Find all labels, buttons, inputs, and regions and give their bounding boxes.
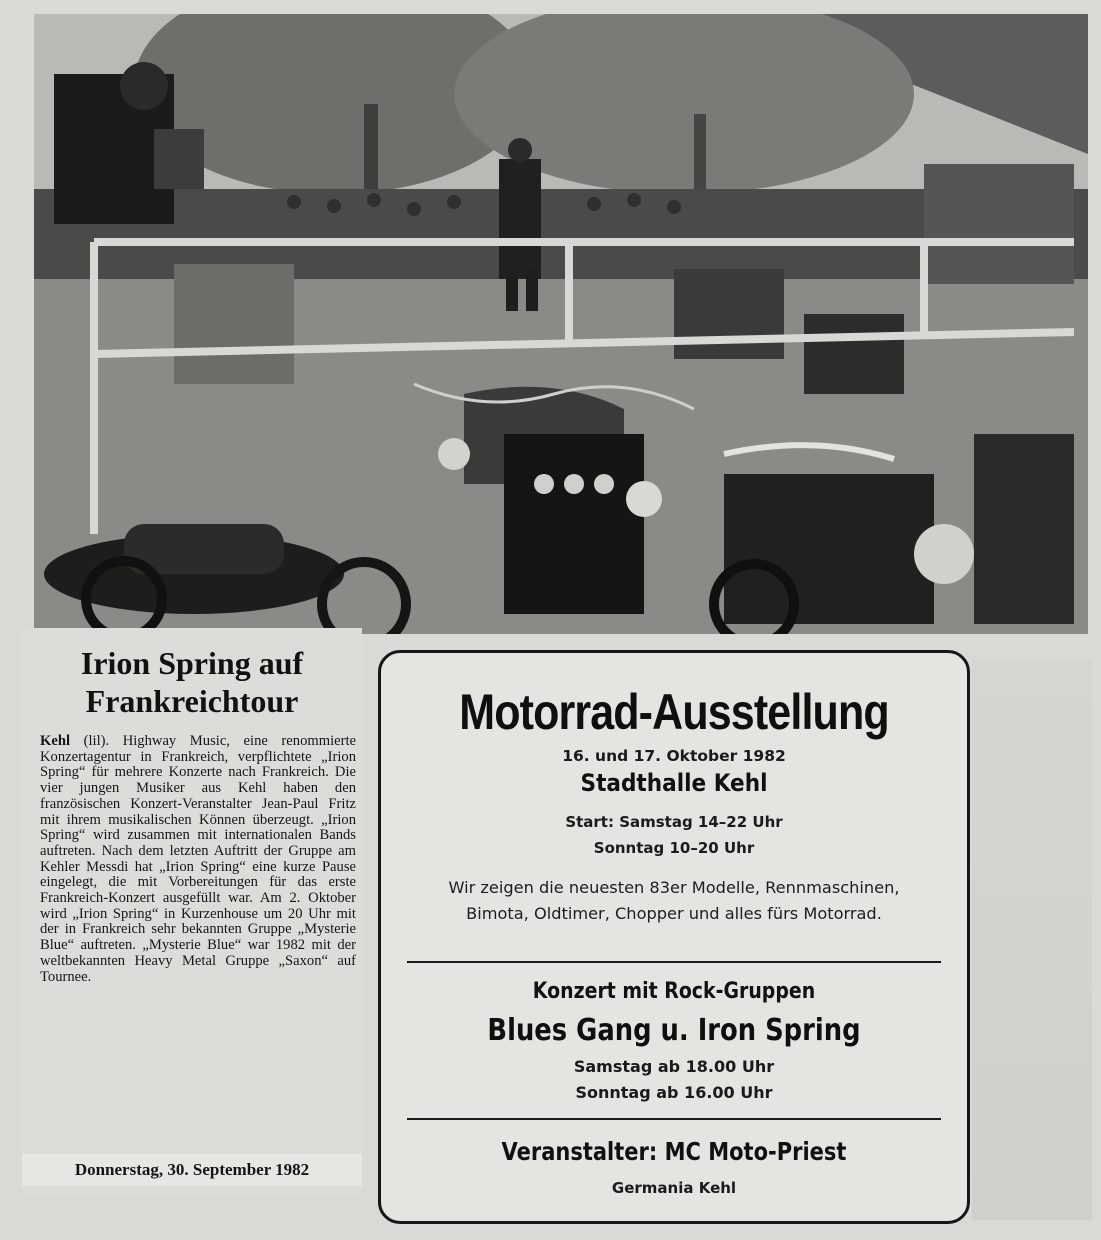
headline-line-1: Irion Spring auf [80,645,304,681]
concert-photo [34,14,1088,634]
divider [407,1118,941,1120]
ad-title: Motorrad-Ausstellung [459,684,889,740]
ad-bands: Blues Gang u. Iron Spring [487,1013,861,1048]
guitarist [499,159,541,279]
photo-illustration [34,14,1088,634]
article-body [40,734,356,985]
ad-opening-hours-sunday: Sonntag 10–20 Uhr [593,839,755,857]
ad-dates: 16. und 17. Oktober 1982 [562,747,786,765]
ad-concert-time-sunday: Sonntag ab 16.00 Uhr [575,1083,773,1102]
background-page-bleed [972,660,1092,1220]
divider [407,961,941,963]
ad-description: Wir zeigen die neuesten 83er Modelle, Rennmaschinen, Bimota, Oldtimer, Chopper und alles fürs Motorrad. [448,878,900,923]
publication-date: Donnerstag, 30. September 1982 [22,1154,362,1186]
ad-club: Germania Kehl [611,1179,737,1197]
amplifier [674,269,784,359]
article-byline: Kehl [40,733,70,749]
article-text: (lil). Highway Music, eine renommierte Konzertagentur in Frankreich, verpflichtete „Irion Spring“ für mehrere Konzerte nach Frankreich. Die vier jungen Musiker aus Kehl haben den französischen Konzert-Veranstalter Jean-Paul Fritz mit ihrem musikalischen Können überzeugt. „Irion Spring“ wird zusammen mit internationalen Bands auftreten. Nach dem letzten Auftritt der Gruppe am Kehler Messdi hat „Irion Spring“ eine kurze Pause eingelegt, die mit Vorbereitungen für das erste Frankreich-Konzert ausgefüllt war. Am 2. Oktober wird „Irion Spring“ in Kurzenhouse um 20 Uhr mit der in Frankreich sehr bekannten Gruppe „Mysterie Blue“ auftreten. „Mysterie Blue“ war 1982 mit der weltbekannten Heavy Metal Gruppe „Saxon“ auf Tournee. [40,733,356,985]
advertisement-box [378,650,970,1224]
news-article [22,628,362,1194]
ad-concert-heading: Konzert mit Rock-Gruppen [532,979,816,1004]
headline-line-2: Frankreichtour [85,683,299,719]
ad-organizer: Veranstalter: MC Moto-Priest [501,1137,847,1166]
ad-venue: Stadthalle Kehl [580,769,768,797]
ad-concert-time-saturday: Samstag ab 18.00 Uhr [573,1057,775,1076]
speaker-box [174,264,294,384]
ad-opening-hours-saturday: Start: Samstag 14–22 Uhr [565,813,783,831]
article-headline [32,644,352,720]
